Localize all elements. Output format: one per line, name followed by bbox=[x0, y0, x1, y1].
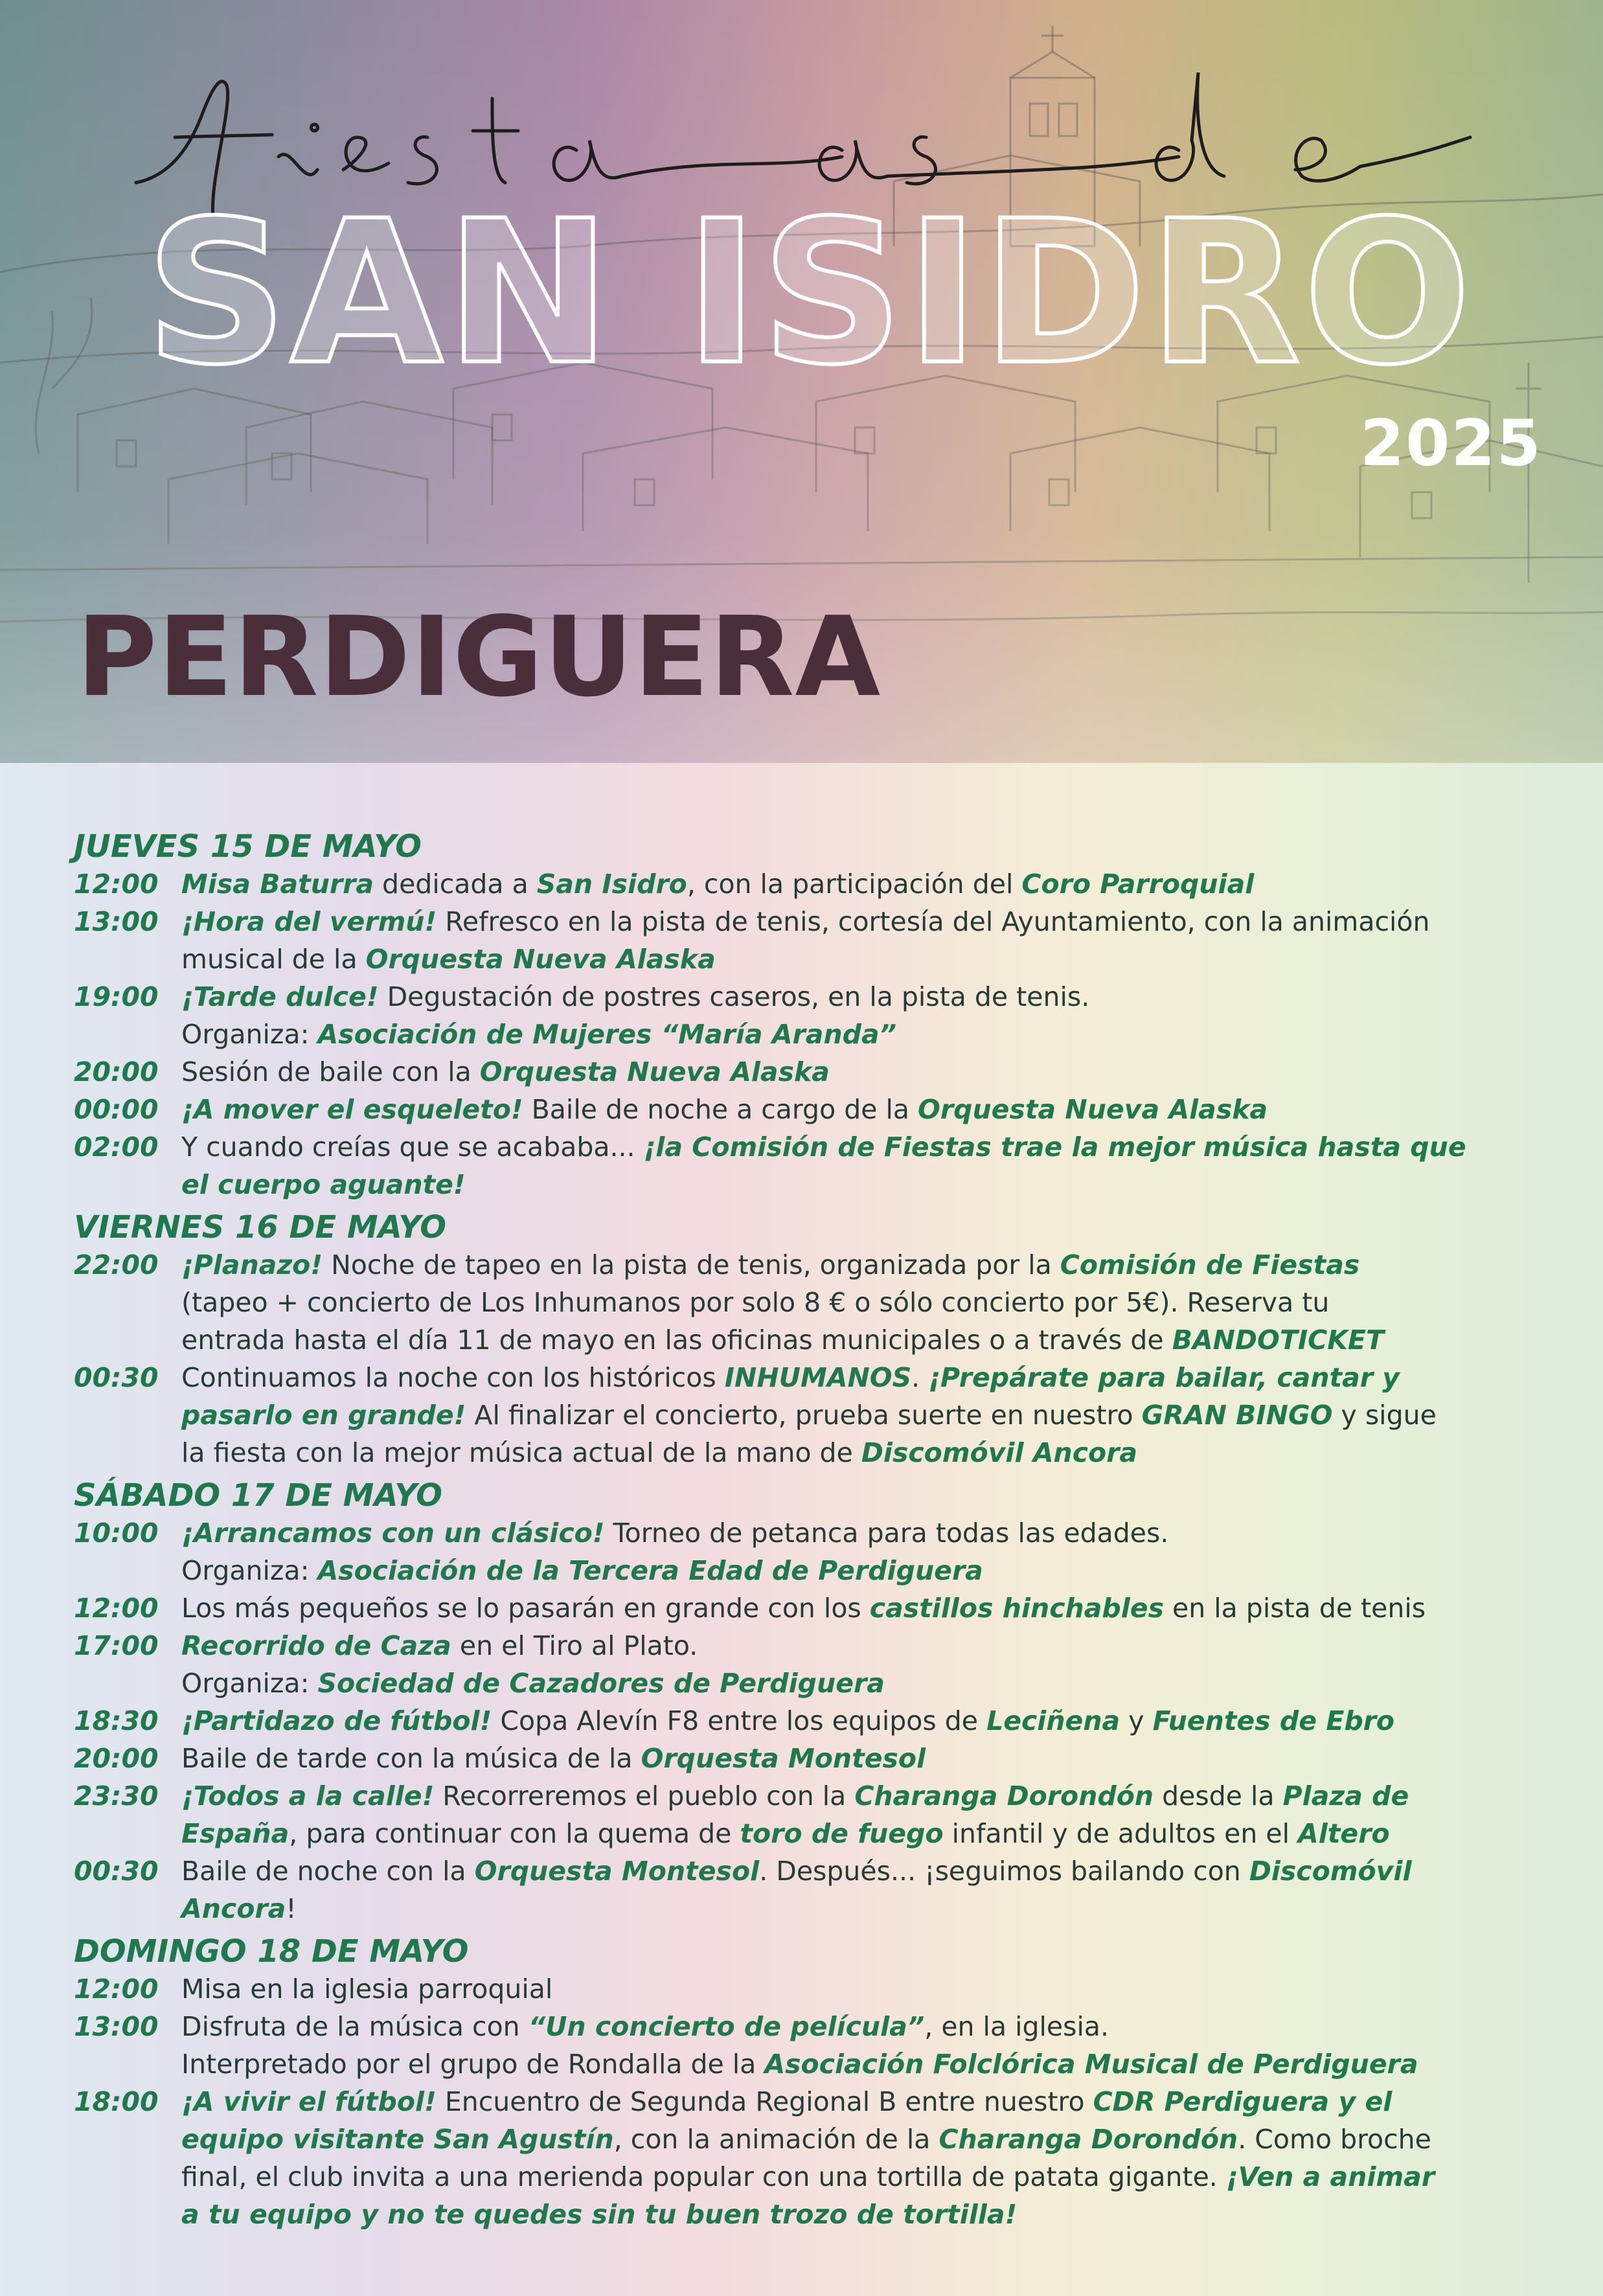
highlighted-text: BANDOTICKET bbox=[1172, 1324, 1384, 1356]
highlighted-text: Comisión de Fiestas bbox=[1060, 1249, 1360, 1280]
event-text: Los más pequeños se lo pasarán en grande con los bbox=[181, 1593, 870, 1624]
highlighted-text: Fuentes de Ebro bbox=[1152, 1705, 1395, 1736]
highlighted-text: INHUMANOS bbox=[724, 1362, 912, 1393]
event-text: Organiza: bbox=[181, 1668, 318, 1699]
event-item bbox=[74, 2008, 1544, 2083]
highlighted-text: Ancora bbox=[181, 1893, 286, 1924]
event-time: 13:00 bbox=[74, 2011, 159, 2042]
event-description-line bbox=[181, 1777, 1544, 1815]
event-time: 18:30 bbox=[74, 1705, 159, 1736]
event-description-line bbox=[181, 1166, 1544, 1203]
event-text: Baile de noche con la bbox=[181, 1856, 475, 1887]
highlighted-text: Asociación de Mujeres “María Aranda” bbox=[317, 1019, 897, 1050]
event-description-line bbox=[181, 940, 1544, 978]
event-time: 00:30 bbox=[74, 1362, 159, 1393]
event-time: 12:00 bbox=[74, 869, 159, 900]
event-time: 22:00 bbox=[74, 1249, 159, 1280]
event-item bbox=[74, 1702, 1544, 1740]
highlighted-text: Charanga Dorondón bbox=[938, 2124, 1238, 2155]
event-description-line bbox=[181, 1396, 1544, 1434]
event-text: Recorreremos el pueblo con la bbox=[434, 1780, 855, 1812]
event-time: 20:00 bbox=[74, 1056, 159, 1087]
highlighted-text: ¡Ven a animar bbox=[1225, 2161, 1435, 2192]
event-description-line bbox=[181, 2008, 1544, 2045]
highlighted-text: Orquesta Montesol bbox=[641, 1743, 926, 1774]
highlighted-text: equipo visitante San Agustín bbox=[181, 2124, 614, 2155]
event-description-line bbox=[181, 1815, 1544, 1852]
event-text: en la pista de tenis bbox=[1163, 1593, 1426, 1624]
highlighted-text: Charanga Dorondón bbox=[854, 1780, 1154, 1812]
event-description-line bbox=[181, 1589, 1544, 1627]
highlighted-text: ¡Partidazo de fútbol! bbox=[181, 1705, 492, 1736]
event-text: . Como broche bbox=[1238, 2124, 1431, 2155]
event-time: 17:00 bbox=[74, 1630, 159, 1661]
event-text: entrada hasta el día 11 de mayo en las oficinas municipales o a través de bbox=[181, 1324, 1172, 1356]
event-text: musical de la bbox=[181, 944, 366, 975]
event-text: y bbox=[1120, 1705, 1153, 1736]
event-description-line bbox=[181, 1128, 1544, 1166]
event-item bbox=[74, 978, 1544, 1053]
event-item bbox=[74, 1053, 1544, 1091]
poster-header bbox=[0, 0, 1603, 763]
event-description-line bbox=[181, 2196, 1544, 2233]
event-description-line bbox=[181, 1852, 1544, 1890]
event-text: , con la participación del bbox=[687, 869, 1022, 900]
event-time: 18:00 bbox=[74, 2086, 159, 2117]
event-item bbox=[74, 1852, 1544, 1927]
event-text: Encuentro de Segunda Regional B entre nuestro bbox=[436, 2086, 1093, 2117]
event-text: Torneo de petanca para todas las edades. bbox=[604, 1517, 1169, 1549]
day-heading: JUEVES 15 DE MAYO bbox=[74, 828, 422, 865]
event-text: . Después... ¡seguimos bailando con bbox=[759, 1856, 1249, 1887]
event-text: Interpretado por el grupo de Rondalla de la bbox=[181, 2049, 765, 2080]
event-text: infantil y de adultos en el bbox=[943, 1818, 1299, 1849]
highlighted-text: GRAN BINGO bbox=[1141, 1400, 1333, 1431]
event-text: la fiesta con la mejor música actual de la mano de bbox=[181, 1437, 861, 1468]
event-description-line bbox=[181, 1284, 1544, 1321]
event-description-line bbox=[181, 2158, 1544, 2196]
event-description-line bbox=[181, 1702, 1544, 1740]
event-description-line bbox=[181, 1514, 1544, 1552]
event-description-line bbox=[181, 1890, 1544, 1927]
event-text: Noche de tapeo en la pista de tenis, organizada por la bbox=[323, 1249, 1060, 1280]
highlighted-text: Asociación de la Tercera Edad de Perdiguera bbox=[317, 1555, 983, 1586]
program-list bbox=[74, 828, 1544, 2233]
event-item bbox=[74, 1589, 1544, 1627]
highlighted-text: ¡Planazo! bbox=[181, 1249, 323, 1280]
highlighted-text: ¡A mover el esqueleto! bbox=[181, 1094, 523, 1125]
day-heading: VIERNES 16 DE MAYO bbox=[74, 1209, 447, 1245]
day-heading: SÁBADO 17 DE MAYO bbox=[74, 1477, 442, 1514]
poster-title: SAN ISIDRO bbox=[145, 178, 1474, 408]
highlighted-text: ¡Tarde dulce! bbox=[181, 981, 379, 1012]
highlighted-text: Orquesta Nueva Alaska bbox=[479, 1056, 830, 1087]
event-description-line bbox=[181, 865, 1544, 903]
highlighted-text: Plaza de bbox=[1282, 1780, 1409, 1812]
highlighted-text: pasarlo en grande! bbox=[181, 1400, 466, 1431]
highlighted-text: Recorrido de Caza bbox=[181, 1630, 451, 1661]
highlighted-text: Orquesta Nueva Alaska bbox=[918, 1094, 1268, 1125]
event-text: final, el club invita a una merienda popular con una tortilla de patata gigante. bbox=[181, 2161, 1226, 2192]
highlighted-text: Leciñena bbox=[986, 1705, 1120, 1736]
event-description-line bbox=[181, 1016, 1544, 1053]
event-text: Baile de tarde con la música de la bbox=[181, 1743, 641, 1774]
event-description-line bbox=[181, 1053, 1544, 1091]
event-text: , para continuar con la quema de bbox=[289, 1818, 740, 1849]
highlighted-text: Coro Parroquial bbox=[1021, 869, 1255, 900]
event-text: Disfruta de la música con bbox=[181, 2011, 529, 2042]
event-text: , en la iglesia. bbox=[924, 2011, 1109, 2042]
event-description-line bbox=[181, 1627, 1544, 1665]
day-heading: DOMINGO 18 DE MAYO bbox=[74, 1933, 469, 1970]
event-text: . bbox=[911, 1362, 929, 1393]
event-time: 13:00 bbox=[74, 906, 159, 937]
event-description-line bbox=[181, 1359, 1544, 1396]
event-text: Al finalizar el concierto, prueba suerte en nuestro bbox=[466, 1400, 1142, 1431]
event-text: Organiza: bbox=[181, 1555, 318, 1586]
event-description-line bbox=[181, 1970, 1544, 2008]
event-item bbox=[74, 1970, 1544, 2008]
event-item bbox=[74, 1359, 1544, 1472]
event-item bbox=[74, 1128, 1544, 1203]
event-time: 00:00 bbox=[74, 1094, 159, 1125]
event-description-line bbox=[181, 2083, 1544, 2120]
event-text: y sigue bbox=[1332, 1400, 1437, 1431]
highlighted-text: castillos hinchables bbox=[869, 1593, 1164, 1624]
event-time: 12:00 bbox=[74, 1973, 159, 2005]
event-item bbox=[74, 1627, 1544, 1702]
highlighted-text: Orquesta Nueva Alaska bbox=[365, 944, 716, 975]
highlighted-text: Sociedad de Cazadores de Perdiguera bbox=[317, 1668, 885, 1699]
highlighted-text: Discomóvil bbox=[1249, 1856, 1412, 1887]
highlighted-text: Asociación Folclórica Musical de Perdiguera bbox=[764, 2049, 1418, 2080]
highlighted-text: Misa Baturra bbox=[181, 869, 374, 900]
event-text: Sesión de baile con la bbox=[181, 1056, 480, 1087]
highlighted-text: España bbox=[181, 1818, 290, 1849]
event-text: Organiza: bbox=[181, 1019, 318, 1050]
highlighted-text: ¡A vivir el fútbol! bbox=[181, 2086, 437, 2117]
highlighted-text: Orquesta Montesol bbox=[474, 1856, 760, 1887]
event-description-line bbox=[181, 978, 1544, 1016]
event-description-line bbox=[181, 1321, 1544, 1359]
event-text: Degustación de postres caseros, en la pista de tenis. bbox=[378, 981, 1090, 1012]
event-text: Copa Alevín F8 entre los equipos de bbox=[492, 1705, 987, 1736]
event-text: en el Tiro al Plato. bbox=[451, 1630, 698, 1661]
event-text: Continuamos la noche con los históricos bbox=[181, 1362, 725, 1393]
highlighted-text: Altero bbox=[1298, 1818, 1390, 1849]
event-text: Misa en la iglesia parroquial bbox=[181, 1973, 553, 2005]
highlighted-text: ¡Prepárate para bailar, cantar y bbox=[928, 1362, 1400, 1393]
event-time: 10:00 bbox=[74, 1517, 159, 1549]
highlighted-text: ¡Todos a la calle! bbox=[181, 1780, 435, 1812]
highlighted-text: ¡Hora del vermú! bbox=[181, 906, 437, 937]
event-description-line bbox=[181, 1434, 1544, 1472]
poster-year: 2025 bbox=[1360, 407, 1542, 481]
highlighted-text: a tu equipo y no te quedes sin tu buen trozo de tortilla! bbox=[181, 2199, 1018, 2230]
event-description-line bbox=[181, 903, 1544, 940]
event-text: Baile de noche a cargo de la bbox=[523, 1094, 918, 1125]
event-text: Y cuando creías que se acababa... bbox=[181, 1131, 644, 1163]
event-description-line bbox=[181, 1665, 1544, 1702]
highlighted-text: ¡Arrancamos con un clásico! bbox=[181, 1517, 605, 1549]
event-item bbox=[74, 2083, 1544, 2233]
highlighted-text: “Un concierto de película” bbox=[528, 2011, 925, 2042]
highlighted-text: el cuerpo aguante! bbox=[181, 1169, 466, 1200]
event-time: 19:00 bbox=[74, 981, 159, 1012]
event-description-line bbox=[181, 2045, 1544, 2083]
event-item bbox=[74, 865, 1544, 903]
event-item bbox=[74, 1777, 1544, 1852]
event-item bbox=[74, 1740, 1544, 1777]
event-description-line bbox=[181, 1552, 1544, 1589]
event-item bbox=[74, 1091, 1544, 1128]
highlighted-text: ¡la Comisión de Fiestas trae la mejor música hasta que bbox=[643, 1131, 1466, 1163]
highlighted-text: Discomóvil Ancora bbox=[861, 1437, 1138, 1468]
event-time: 23:30 bbox=[74, 1780, 159, 1812]
event-description-line bbox=[181, 2120, 1544, 2158]
event-description-line bbox=[181, 1740, 1544, 1777]
event-description-line bbox=[181, 1246, 1544, 1284]
event-item bbox=[74, 903, 1544, 978]
event-item bbox=[74, 1246, 1544, 1359]
highlighted-text: CDR Perdiguera y el bbox=[1093, 2086, 1393, 2117]
event-text: desde la bbox=[1154, 1780, 1283, 1812]
town-name: PERDIGUERA bbox=[76, 593, 881, 722]
highlighted-text: toro de fuego bbox=[740, 1818, 944, 1849]
event-time: 00:30 bbox=[74, 1856, 159, 1887]
highlighted-text: San Isidro bbox=[536, 869, 687, 900]
event-description-line bbox=[181, 1091, 1544, 1128]
event-text: ! bbox=[286, 1893, 297, 1924]
event-time: 02:00 bbox=[74, 1131, 159, 1163]
event-text: Refresco en la pista de tenis, cortesía del Ayuntamiento, con la animación bbox=[437, 906, 1430, 937]
event-text: (tapeo + concierto de Los Inhumanos por solo 8 € o sólo concierto por 5€). Reserva tu bbox=[181, 1287, 1330, 1318]
event-item bbox=[74, 1514, 1544, 1589]
event-text: dedicada a bbox=[374, 869, 537, 900]
event-time: 12:00 bbox=[74, 1593, 159, 1624]
event-text: , con la animación de la bbox=[613, 2124, 939, 2155]
event-time: 20:00 bbox=[74, 1743, 159, 1774]
festival-program bbox=[0, 763, 1603, 2296]
